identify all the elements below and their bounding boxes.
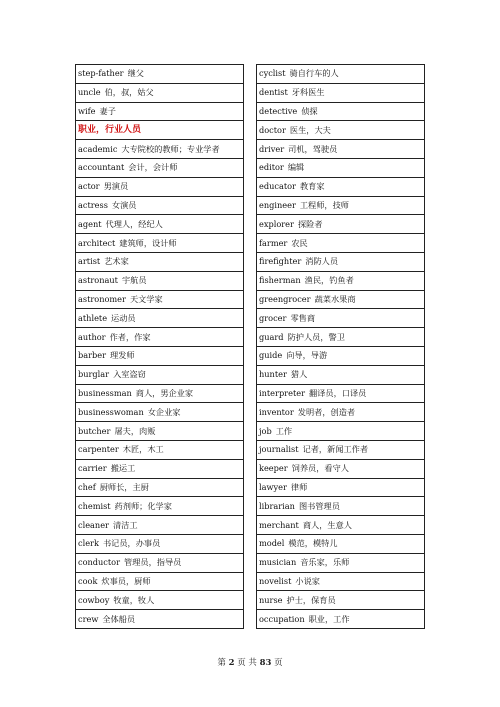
vocab-entry (257, 83, 425, 102)
vocab-entry (257, 553, 425, 572)
vocab-entry (76, 591, 244, 610)
vocab-entry (76, 140, 244, 159)
vocab-row (257, 83, 425, 102)
chinese-meaning: 律师 (290, 481, 308, 492)
chinese-meaning: 牙科医生 (291, 87, 325, 98)
english-word: carpenter (78, 444, 119, 455)
chinese-meaning: 渔民，钓鱼者 (304, 275, 354, 286)
vocab-entry (257, 121, 425, 140)
chinese-meaning: 入室盗窃 (113, 369, 146, 380)
vocab-row (257, 234, 425, 253)
vocab-entry (257, 328, 425, 347)
english-word: cook (78, 575, 98, 586)
vocab-row (257, 215, 425, 234)
chinese-meaning: 司机，驾驶员 (288, 143, 338, 154)
vocab-row (76, 65, 244, 84)
vocab-entry (76, 290, 244, 309)
chinese-meaning: 药剂师；化学家 (114, 500, 172, 511)
english-word: fisherman (259, 275, 301, 286)
vocab-row (76, 534, 244, 553)
chinese-meaning: 女演员 (111, 199, 137, 210)
english-word: inventor (259, 406, 294, 417)
vocab-row (76, 140, 244, 159)
vocab-row (76, 309, 244, 328)
chinese-meaning: 木匠，木工 (122, 444, 164, 455)
chinese-meaning: 炊事员，厨师 (101, 575, 151, 586)
chinese-meaning: 商人，男企业家 (135, 387, 194, 398)
english-word: cyclist (259, 68, 286, 79)
vocab-row (257, 140, 425, 159)
vocab-row (76, 553, 244, 572)
vocab-row (76, 572, 244, 591)
vocab-entry (76, 384, 244, 403)
vocab-row (257, 196, 425, 215)
english-word: carrier (78, 463, 107, 474)
english-word: doctor (259, 124, 286, 135)
vocab-row (76, 422, 244, 441)
chinese-meaning: 侦探 (301, 105, 318, 116)
english-word: model (259, 538, 285, 549)
vocab-entry (76, 365, 244, 384)
english-word: lawyer (259, 481, 287, 492)
vocab-row (257, 497, 425, 516)
vocab-entry (76, 478, 244, 497)
vocab-row (257, 459, 425, 478)
english-word: merchant (259, 519, 299, 530)
footer-prefix: 第 (217, 658, 226, 668)
chinese-meaning: 护士，保育员 (286, 594, 336, 605)
vocab-entry (257, 271, 425, 290)
vocab-row (76, 478, 244, 497)
chinese-meaning: 商人，生意人 (302, 519, 352, 530)
footer-page-number: 2 (228, 658, 235, 668)
english-word: nurse (259, 594, 283, 605)
english-word: chef (78, 481, 96, 492)
vocab-row (76, 215, 244, 234)
chinese-meaning: 屠夫，肉贩 (114, 425, 156, 436)
vocab-row (76, 516, 244, 535)
chinese-meaning: 零售商 (290, 312, 316, 323)
vocab-entry (76, 422, 244, 441)
vocab-row (257, 572, 425, 591)
vocab-row (257, 553, 425, 572)
vocab-entry (257, 252, 425, 271)
vocab-row (257, 422, 425, 441)
footer-middle: 页 共 (237, 658, 257, 668)
english-word: astronaut (78, 275, 118, 286)
chinese-meaning: 牧童，牧人 (113, 594, 155, 605)
vocab-row (257, 534, 425, 553)
chinese-meaning: 翻译员，口译员 (309, 387, 367, 398)
vocab-row (76, 83, 244, 102)
vocab-row (76, 403, 244, 422)
vocab-entry (76, 271, 244, 290)
chinese-meaning: 女企业家 (147, 406, 181, 417)
vocab-row (257, 591, 425, 610)
vocab-row (76, 384, 244, 403)
chinese-meaning: 大专院校的教师；专业学者 (121, 143, 220, 154)
vocab-entry (257, 403, 425, 422)
english-word: educator (259, 181, 296, 192)
vocab-row (257, 440, 425, 459)
chinese-meaning: 农民 (291, 237, 308, 248)
english-word: artist (78, 256, 101, 267)
chinese-meaning: 记者，新闻工作者 (302, 444, 369, 455)
english-word: keeper (259, 463, 288, 474)
vocab-row (257, 102, 425, 121)
vocab-entry (76, 459, 244, 478)
english-word: step-father (78, 68, 124, 79)
vocab-row (257, 610, 425, 629)
vocab-row (257, 516, 425, 535)
vocab-entry (76, 534, 244, 553)
vocab-entry (76, 440, 244, 459)
vocab-row (76, 365, 244, 384)
english-word: actress (78, 199, 108, 210)
vocab-row (257, 365, 425, 384)
vocab-row (76, 271, 244, 290)
chinese-meaning: 职业，工作 (308, 613, 350, 624)
vocab-row (257, 346, 425, 365)
vocab-entry (76, 516, 244, 535)
vocab-entry (257, 440, 425, 459)
vocab-entry (76, 610, 244, 629)
english-word: agent (78, 218, 102, 229)
vocab-entry (257, 158, 425, 177)
english-word: cowboy (78, 594, 110, 605)
vocab-row (76, 234, 244, 253)
vocab-row (76, 290, 244, 309)
vocab-row (257, 158, 425, 177)
chinese-meaning: 医生，大夫 (289, 124, 331, 135)
vocab-entry (76, 328, 244, 347)
chinese-meaning: 清洁工 (112, 519, 138, 530)
vocab-row (257, 478, 425, 497)
chinese-meaning: 管理员，指导员 (124, 557, 182, 568)
vocab-entry (257, 140, 425, 159)
english-word: wife (78, 105, 96, 116)
chinese-meaning: 编辑 (287, 162, 305, 173)
vocab-entry (257, 346, 425, 365)
chinese-meaning: 厨师长，主厨 (99, 481, 149, 492)
chinese-meaning: 饲养员，看守人 (291, 463, 349, 474)
chinese-meaning: 书记员，办事员 (102, 538, 161, 549)
english-word: musician (259, 557, 297, 568)
chinese-meaning: 建筑师，设计师 (119, 237, 177, 248)
vocab-table-left (75, 64, 244, 629)
english-word: editor (259, 162, 284, 173)
chinese-meaning: 猎人 (290, 369, 308, 380)
english-word: accountant (78, 162, 125, 173)
vocab-row (257, 65, 425, 84)
english-word: businessman (78, 387, 132, 398)
vocab-row (257, 328, 425, 347)
chinese-meaning: 天文学家 (129, 293, 163, 304)
vocab-row (257, 252, 425, 271)
chinese-meaning: 图书管理员 (298, 500, 340, 511)
vocab-row (257, 290, 425, 309)
vocab-entry (76, 196, 244, 215)
vocab-entry (257, 478, 425, 497)
vocab-entry (76, 234, 244, 253)
vocab-entry (76, 346, 244, 365)
vocab-entry (257, 196, 425, 215)
vocab-row (76, 158, 244, 177)
chinese-meaning: 伯，叔，姑父 (104, 87, 154, 98)
english-word: grocer (259, 312, 287, 323)
footer-suffix: 页 (274, 658, 283, 668)
vocab-entry (257, 309, 425, 328)
vocab-entry (257, 422, 425, 441)
vocab-entry (76, 553, 244, 572)
english-word: clerk (78, 538, 99, 549)
vocab-entry (257, 290, 425, 309)
english-word: businesswoman (78, 406, 144, 417)
vocab-row (76, 177, 244, 196)
chinese-meaning: 男演员 (103, 181, 129, 192)
vocab-row (257, 271, 425, 290)
english-word: author (78, 331, 106, 342)
english-word: occupation (259, 613, 305, 624)
english-word: athlete (78, 312, 108, 323)
chinese-meaning: 搬运工 (110, 463, 136, 474)
chinese-meaning: 模范，模特儿 (288, 538, 338, 549)
vocab-entry (76, 252, 244, 271)
english-word: architect (78, 237, 116, 248)
vocab-row (76, 121, 244, 140)
chinese-meaning: 工作 (275, 425, 293, 436)
english-word: dentist (259, 87, 288, 98)
vocab-row (257, 384, 425, 403)
vocab-row (257, 309, 425, 328)
footer-total-pages: 83 (259, 658, 272, 668)
vocab-row (76, 591, 244, 610)
chinese-meaning: 工程师，技师 (299, 199, 349, 210)
section-heading: 职业，行业人员 (76, 121, 244, 140)
english-word: engineer (259, 199, 296, 210)
english-word: firefighter (259, 256, 302, 267)
vocab-entry (76, 309, 244, 328)
vocab-table-right (256, 64, 425, 629)
english-word: academic (78, 143, 118, 154)
vocab-row (76, 102, 244, 121)
vocab-entry (257, 65, 425, 84)
english-word: conductor (78, 557, 121, 568)
chinese-meaning: 消防人员 (305, 256, 339, 267)
english-word: librarian (259, 500, 295, 511)
vocab-row (76, 610, 244, 629)
vocab-entry (257, 102, 425, 121)
vocab-entry (76, 572, 244, 591)
vocab-entry (76, 158, 244, 177)
english-word: journalist (259, 444, 299, 455)
english-word: guide (259, 350, 283, 361)
english-word: greengrocer (259, 293, 311, 304)
english-word: burglar (78, 369, 110, 380)
vocab-entry (257, 534, 425, 553)
chinese-meaning: 防护人员，警卫 (287, 331, 345, 342)
english-word: job (259, 425, 272, 436)
vocab-entry (257, 384, 425, 403)
chinese-meaning: 宇航员 (121, 275, 147, 286)
english-word: chemist (78, 500, 111, 511)
chinese-meaning: 音乐家，乐师 (300, 557, 350, 568)
vocab-entry (76, 102, 244, 121)
chinese-meaning: 全体船员 (102, 613, 136, 624)
vocab-row (76, 497, 244, 516)
page-footer (0, 656, 500, 668)
chinese-meaning: 会计，会计师 (128, 162, 178, 173)
chinese-meaning: 艺术家 (104, 256, 129, 267)
vocab-entry (76, 177, 244, 196)
vocab-entry (257, 497, 425, 516)
vocab-entry (257, 516, 425, 535)
chinese-meaning: 小说家 (295, 575, 320, 586)
english-word: guard (259, 331, 284, 342)
vocab-row (257, 403, 425, 422)
chinese-meaning: 代理人，经纪人 (105, 218, 163, 229)
vocab-entry (257, 365, 425, 384)
vocab-entry (76, 215, 244, 234)
english-word: butcher (78, 425, 111, 436)
vocab-entry (76, 65, 244, 84)
vocab-entry (257, 572, 425, 591)
vocab-entry (257, 610, 425, 629)
vocab-entry (257, 234, 425, 253)
chinese-meaning: 探险者 (297, 218, 323, 229)
english-word: detective (259, 105, 298, 116)
english-word: crew (78, 613, 99, 624)
vocab-entry (76, 403, 244, 422)
vocab-row (257, 121, 425, 140)
english-word: farmer (259, 237, 288, 248)
chinese-meaning: 继父 (127, 68, 144, 79)
chinese-meaning: 发明者，创造者 (297, 406, 356, 417)
vocab-row (76, 346, 244, 365)
english-word: cleaner (78, 519, 109, 530)
english-word: novelist (259, 575, 292, 586)
vocab-row (257, 177, 425, 196)
english-word: astronomer (78, 293, 126, 304)
chinese-meaning: 妻子 (99, 105, 116, 116)
chinese-meaning: 运动员 (111, 312, 136, 323)
vocab-row (76, 328, 244, 347)
chinese-meaning: 理发师 (110, 350, 135, 361)
english-word: actor (78, 181, 100, 192)
vocab-entry (257, 591, 425, 610)
chinese-meaning: 作者，作家 (109, 331, 151, 342)
vocab-entry (76, 497, 244, 516)
chinese-meaning: 教育家 (299, 181, 325, 192)
vocab-entry (257, 215, 425, 234)
vocab-row (76, 440, 244, 459)
english-word: barber (78, 350, 107, 361)
english-word: uncle (78, 87, 101, 98)
vocab-row (76, 252, 244, 271)
vocab-row (76, 196, 244, 215)
chinese-meaning: 蔬菜水果商 (314, 293, 356, 304)
vocab-entry (76, 83, 244, 102)
english-word: interpreter (259, 387, 305, 398)
vocab-row (76, 459, 244, 478)
vocab-entry (257, 459, 425, 478)
english-word: hunter (259, 369, 287, 380)
english-word: explorer (259, 218, 294, 229)
english-word: driver (259, 143, 285, 154)
chinese-meaning: 向导，导游 (286, 350, 328, 361)
chinese-meaning: 骑自行车的人 (289, 68, 339, 79)
vocab-entry (257, 177, 425, 196)
